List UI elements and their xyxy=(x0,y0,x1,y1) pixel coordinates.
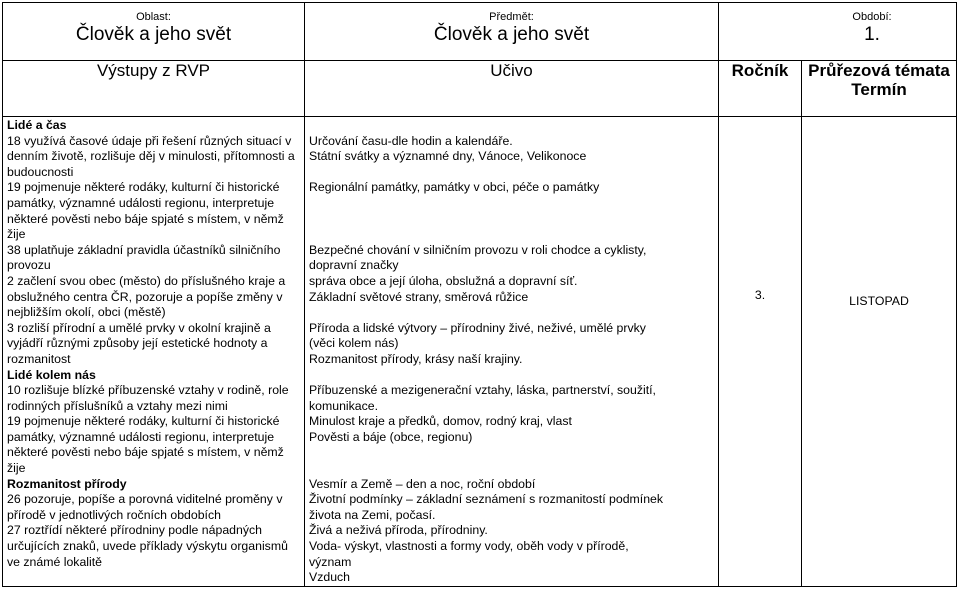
content-row xyxy=(3,117,957,587)
termin-cell: LISTOPAD xyxy=(802,117,957,587)
output-item: 26 pozoruje, popíše a porovná viditelné proměny v přírodě v jednotlivých ročních obdobích xyxy=(7,492,283,522)
ucivo-cell xyxy=(305,117,719,587)
outputs-cell xyxy=(3,117,305,587)
ucivo-line: Minulost kraje a předků, domov, rodný kraj, vlast xyxy=(309,414,572,429)
oblast-value: Člověk a jeho svět xyxy=(75,24,232,45)
rocnik-cell: 3. xyxy=(719,117,802,587)
output-item: 27 roztřídí některé přírodniny podle nápadných určujících znaků, uvede příklady výskytu organismů ve známé lokalitě xyxy=(7,523,288,569)
predmet-value: Člověk a jeho svět xyxy=(433,24,590,45)
section-heading: Lidé a čas xyxy=(7,118,67,132)
output-item: 19 pojmenuje některé rodáky, kulturní či historické památky, významné události regionu, interpretuje některé pověsti nebo báje spjaté s místem, v němž žije xyxy=(7,180,284,242)
ucivo-line: správa obce a její úloha, obslužná a dopravní síť. xyxy=(309,273,578,288)
col-vystupy-header: Výstupy z RVP xyxy=(3,61,305,117)
ucivo-line: (věci kolem nás) xyxy=(309,336,399,351)
header-row xyxy=(3,3,957,61)
section-heading: Lidé kolem nás xyxy=(7,367,96,382)
ucivo-line: Regionální památky, památky v obci, péče o památky xyxy=(309,180,600,195)
curriculum-table xyxy=(2,2,957,587)
section-heading: Rozmanitost přírody xyxy=(7,476,127,491)
predmet-label: Předmět: xyxy=(489,11,534,23)
ucivo-line: Základní světové strany, směrová růžice xyxy=(309,289,529,304)
ucivo-line: Živá a neživá příroda, přírodniny. xyxy=(309,523,488,538)
ucivo-line: Voda- výskyt, vlastnosti a formy vody, oběh vody v přírodě, xyxy=(309,539,629,554)
ucivo-line: Příbuzenské a mezigenerační vztahy, láska, partnerství, soužití, xyxy=(309,383,656,398)
output-item: 38 uplatňuje základní pravidla účastníků silničního provozu xyxy=(7,242,281,273)
pruzezova-title: Průřezová témata xyxy=(808,61,950,80)
col-rocnik-header: Ročník xyxy=(719,61,802,117)
predmet-cell xyxy=(305,3,719,61)
ucivo-line: Státní svátky a významné dny, Vánoce, Velikonoce xyxy=(309,149,587,164)
ucivo-line: Vzduch xyxy=(309,570,351,585)
termin-title: Termín xyxy=(851,80,907,99)
ucivo-line: komunikace. xyxy=(309,398,379,413)
col-pruzezova-header xyxy=(802,61,957,117)
ucivo-line: Vesmír a Země – den a noc, roční období xyxy=(309,476,536,491)
ucivo-line: Bezpečné chování v silničním provozu v roli chodce a cyklisty, xyxy=(309,242,647,257)
output-item: 3 rozliší přírodní a umělé prvky v okolní krajině a vyjádří různými způsoby její estetické hodnoty a rozmanitost xyxy=(7,320,271,366)
column-header-row xyxy=(3,61,957,117)
obdobi-value: 1. xyxy=(864,24,880,45)
output-item: 2 začlení svou obec (město) do příslušného kraje a obslužného centra ČR, pozoruje a popíše změny v nejbližším okolí, obci (městě) xyxy=(7,273,286,320)
ucivo-line: Pověsti a báje (obce, regionu) xyxy=(309,429,473,444)
col-ucivo-header: Učivo xyxy=(305,61,719,117)
oblast-cell xyxy=(3,3,305,61)
obdobi-cell xyxy=(719,3,957,61)
ucivo-line: Životní podmínky – základní seznámení s rozmanitostí podmínek xyxy=(309,492,664,507)
ucivo-line: dopravní značky xyxy=(309,258,399,273)
ucivo-line: Určování času-dle hodin a kalendáře. xyxy=(309,133,513,148)
obdobi-label: Období: xyxy=(852,11,892,23)
ucivo-line: význam xyxy=(309,554,352,569)
oblast-label: Oblast: xyxy=(136,11,171,23)
ucivo-line: Příroda a lidské výtvory – přírodniny živé, neživé, umělé prvky xyxy=(309,320,646,335)
ucivo-line: Rozmanitost přírody, krásy naší krajiny. xyxy=(309,351,523,366)
ucivo-line: života na Zemi, počasí. xyxy=(309,507,436,522)
output-item: 10 rozlišuje blízké příbuzenské vztahy v rodině, role rodinných příslušníků a vztahy mezi nimi xyxy=(7,383,289,413)
output-item: 18 využívá časové údaje při řešení různých situací v denním životě, rozlišuje děj v minulosti, přítomnosti a budoucnosti xyxy=(7,133,295,179)
output-item: 19 pojmenuje některé rodáky, kulturní či historické památky, významné události regionu, interpretuje některé pověsti nebo báje spjaté s místem, v němž žije xyxy=(7,414,284,476)
